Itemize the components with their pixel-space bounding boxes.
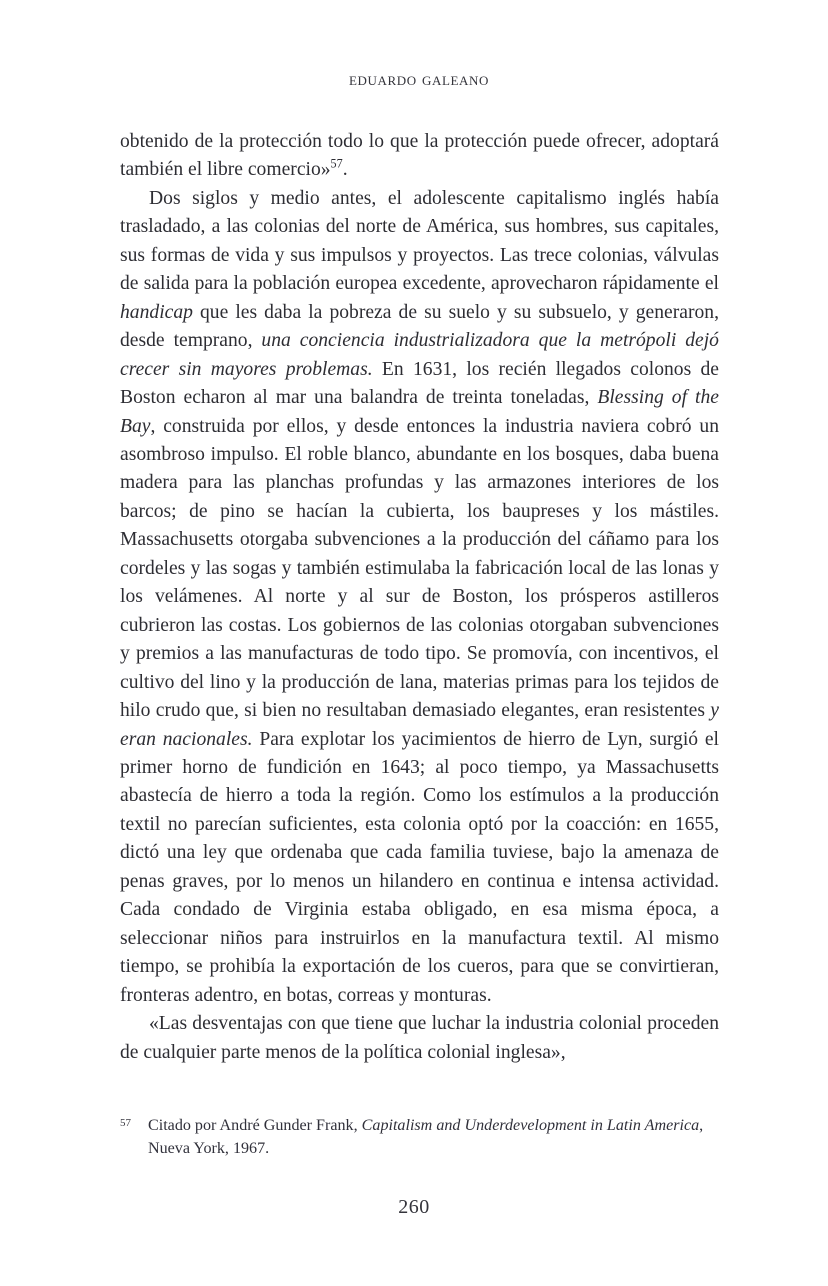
paragraph-3: [120, 1010, 719, 1067]
emphasis-text: Blessing of the Bay: [120, 387, 719, 437]
text-run: Para explotar los yacimientos de hierro de Lyn, surgió el primer horno de fundición en 1643; al poco tiempo, ya Massachusetts abastecía de hierro a toda la región. Como los estímulos a la producción textil no parecían suficientes, esta colonia optó por la coacción: en 1655, dictó una ley que ordenaba que cada familia tuviese, bajo la amenaza de penas graves, por lo menos un hilandero en continua e intensa actividad. Cada condado de Virginia estaba obligado, en esa misma época, a seleccionar niños para instruirlos en la manufactura textil. Al mismo tiempo, se prohibía la exportación de los cueros, para que se convirtieran, fronteras adentro, en botas, correas y monturas.: [120, 728, 719, 1006]
body-text-block: [120, 128, 719, 1067]
footnote-area: [120, 1114, 719, 1161]
text-run: Citado por André Gunder Frank,: [148, 1117, 362, 1134]
paragraph-2: [120, 185, 719, 1010]
text-run: «Las desventajas con que tiene que luchar la industria colonial proceden de cualquier parte menos de la política colonial inglesa»,: [120, 1013, 719, 1063]
emphasis-text: Capitalism and Underdevelopment in Latin America: [361, 1117, 700, 1134]
footnote-57: [120, 1114, 719, 1161]
text-run: , Nueva York, 1967.: [148, 1117, 704, 1158]
footnote-marker: 57: [120, 1117, 131, 1129]
text-run: En 1631, los recién llegados colonos de Boston echaron al mar una balandra de treinta toneladas,: [120, 358, 719, 409]
emphasis-text: handicap: [120, 301, 193, 323]
footnote-text: [148, 1117, 703, 1157]
text-run: , construida por ellos, y desde entonces la industria naviera cobró un asombroso impulso. El roble blanco, abundante en los bosques, daba buena madera para las planchas profundas y las armazones interiores de los barcos; de pino se hacían la cubierta, los baupreses y los mástiles. Massachusetts otorgaba subvenciones a la producción del cáñamo para los cordeles y las sogas y también estimulaba la fabricación local de las lonas y los velámenes. Al norte y al sur de Boston, los prósperos astilleros cubrieron las costas. Los gobiernos de las colonias otorgaban subvenciones y premios a las manufacturas de todo tipo. Se promovía, con incentivos, el cultivo del lino y la producción de lana, materias primas para los tejidos de hilo crudo que, si bien no resultaban demasiado elegantes, eran resistentes: [120, 415, 719, 722]
text-run: Dos siglos y medio antes, el adolescente capitalismo inglés había trasladado, a las colonias del norte de América, sus hombres, sus capitales, sus formas de vida y sus impulsos y proyectos. Las trece colonias, válvulas de salida para la población europea excedente, aprovecharon rápidamente el: [120, 187, 719, 295]
text-run: obtenido de la protección todo lo que la protección puede ofrecer, adoptará también el libre comercio»: [120, 131, 719, 181]
text-run: .: [342, 159, 348, 181]
footnote-reference[interactable]: 57: [330, 156, 343, 171]
emphasis-text: una conciencia industrializadora que la metrópoli dejó crecer sin mayores problemas.: [120, 330, 719, 380]
page-number: 260: [398, 1196, 430, 1218]
emphasis-text: y eran nacionales.: [120, 700, 719, 750]
text-run: que les daba la pobreza de su suelo y su subsuelo, y generaron, desde temprano,: [120, 301, 719, 352]
paragraph-1: [120, 128, 719, 185]
running-head: eduardo galeano: [348, 70, 489, 90]
